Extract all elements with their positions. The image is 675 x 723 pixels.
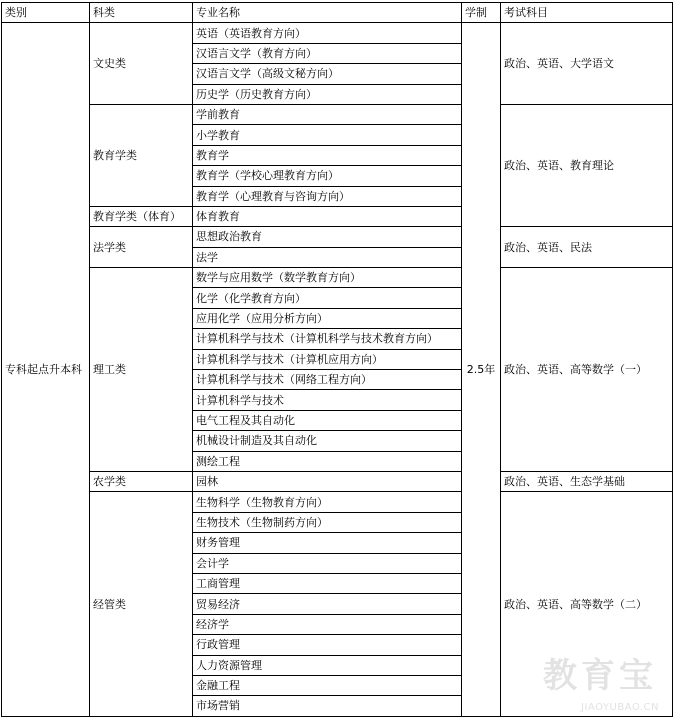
- major-cell: 机械设计制造及其自动化: [193, 431, 462, 451]
- header-duration: 学制: [462, 3, 501, 23]
- table-header-row: [2, 3, 673, 23]
- header-category: 类别: [2, 3, 90, 23]
- major-cell: 行政管理: [193, 635, 462, 655]
- major-cell: 计算机科学与技术（计算机应用方向）: [193, 349, 462, 369]
- major-cell: 教育学: [193, 145, 462, 165]
- major-cell: 计算机科学与技术（计算机科学与技术教育方向）: [193, 329, 462, 349]
- major-cell: 汉语言文学（高级文秘方向）: [193, 64, 462, 84]
- discipline-jingguan: 经管类: [90, 492, 193, 716]
- header-major: 专业名称: [193, 3, 462, 23]
- major-cell: 贸易经济: [193, 594, 462, 614]
- major-cell: 会计学: [193, 553, 462, 573]
- discipline-wenshi: 文史类: [90, 23, 193, 105]
- watermark-url: JIAOYUBAO.CN: [581, 702, 659, 713]
- major-cell: 市场营销: [193, 696, 462, 716]
- exam-ligong: 政治、英语、高等数学（一）: [501, 268, 673, 472]
- major-cell: 计算机科学与技术（网络工程方向）: [193, 370, 462, 390]
- header-discipline: 科类: [90, 3, 193, 23]
- discipline-jiaoyu-tiyu: 教育学类（体育）: [90, 206, 193, 226]
- table-row: [2, 23, 673, 43]
- major-cell: 数学与应用数学（数学教育方向）: [193, 268, 462, 288]
- major-cell: 计算机科学与技术: [193, 390, 462, 410]
- major-cell: 金融工程: [193, 675, 462, 695]
- major-cell: 应用化学（应用分析方向）: [193, 308, 462, 328]
- exam-wenshi: 政治、英语、大学语文: [501, 23, 673, 105]
- major-cell: 测绘工程: [193, 451, 462, 471]
- major-cell: 园林: [193, 471, 462, 491]
- exam-nongxue: 政治、英语、生态学基础: [501, 471, 673, 491]
- exam-faxue: 政治、英语、民法: [501, 227, 673, 268]
- major-cell: 财务管理: [193, 533, 462, 553]
- major-cell: 学前教育: [193, 104, 462, 124]
- discipline-faxue: 法学类: [90, 227, 193, 268]
- table-row: [2, 227, 673, 247]
- watermark-brand: 教育宝: [543, 656, 657, 696]
- major-cell: 人力资源管理: [193, 655, 462, 675]
- major-cell: 汉语言文学（教育方向）: [193, 43, 462, 63]
- major-cell: 小学教育: [193, 125, 462, 145]
- exam-jingguan: 政治、英语、高等数学（二）: [501, 492, 673, 716]
- major-cell: 教育学（心理教育与咨询方向）: [193, 186, 462, 206]
- table-row: [2, 268, 673, 288]
- table-row: [2, 104, 673, 124]
- table-row: [2, 471, 673, 491]
- major-cell: 思想政治教育: [193, 227, 462, 247]
- major-cell: 生物技术（生物制药方向）: [193, 512, 462, 532]
- major-cell: 体育教育: [193, 206, 462, 226]
- duration-cell: 2.5年: [462, 23, 501, 716]
- major-cell: 法学: [193, 247, 462, 267]
- major-cell: 化学（化学教育方向）: [193, 288, 462, 308]
- discipline-ligong: 理工类: [90, 268, 193, 472]
- major-cell: 经济学: [193, 614, 462, 634]
- major-cell: 历史学（历史教育方向）: [193, 84, 462, 104]
- discipline-nongxue: 农学类: [90, 471, 193, 491]
- header-exam: 考试科目: [501, 3, 673, 23]
- major-cell: 英语（英语教育方向）: [193, 23, 462, 43]
- major-exam-table: [1, 2, 673, 717]
- category-cell: 专科起点升本科: [2, 23, 90, 716]
- major-cell: 电气工程及其自动化: [193, 410, 462, 430]
- exam-jiaoyu: 政治、英语、教育理论: [501, 104, 673, 226]
- discipline-jiaoyu: 教育学类: [90, 104, 193, 206]
- table-row: [2, 492, 673, 512]
- major-cell: 生物科学（生物教育方向）: [193, 492, 462, 512]
- major-cell: 教育学（学校心理教育方向）: [193, 166, 462, 186]
- major-cell: 工商管理: [193, 573, 462, 593]
